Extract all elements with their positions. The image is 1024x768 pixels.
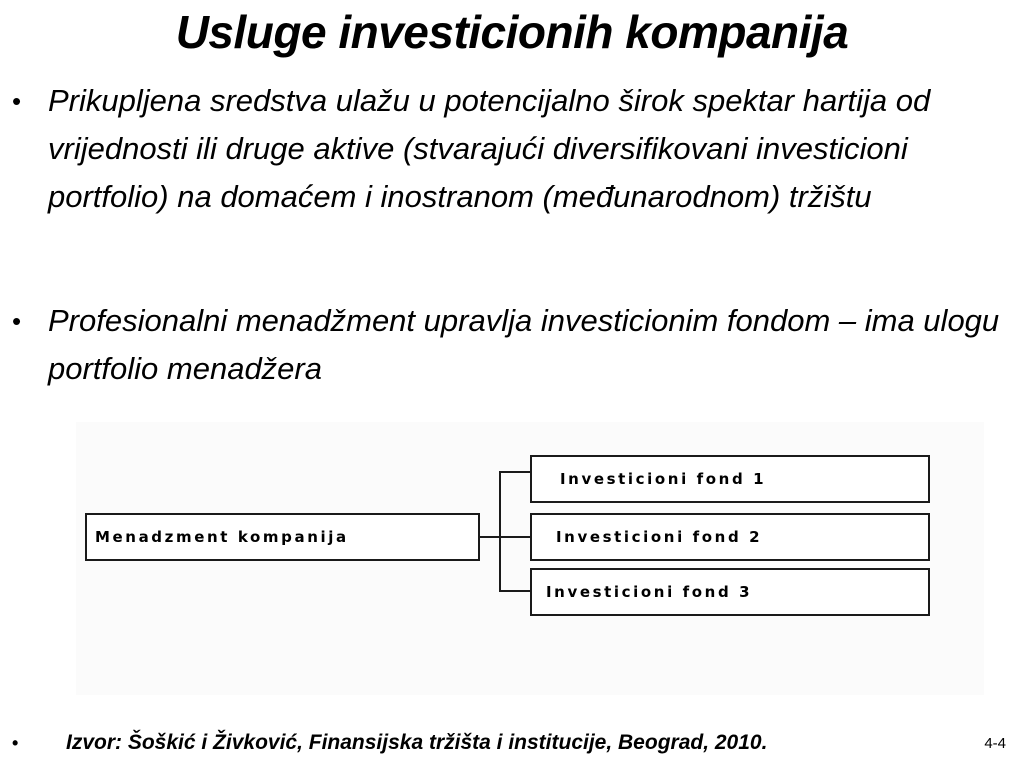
diagram-fund-box: Investicioni fond 2: [530, 513, 930, 561]
connector-line: [480, 536, 501, 538]
source-text: Izvor: Šoškić i Živković, Finansijska tržišta i institucije, Beograd, 2010.: [66, 731, 768, 754]
org-diagram: [76, 422, 984, 695]
diagram-fund-box: Investicioni fond 3: [530, 568, 930, 616]
connector-line: [499, 536, 530, 538]
connector-line: [499, 471, 530, 473]
connector-line: [499, 590, 530, 592]
page-number: 4-4: [984, 735, 1006, 752]
source-citation: [12, 728, 942, 758]
diagram-fund-box: Investicioni fond 1: [530, 455, 930, 503]
bullet-marker: •: [12, 306, 22, 336]
bullet-marker: •: [12, 86, 22, 116]
diagram-root-box: Menadzment kompanija: [85, 513, 480, 561]
bullet-text: Prikupljena sredstva ulažu u potencijalno širok spektar hartija od vrijednosti ili druge aktive (stvarajući diversifikovani investicioni portfolio) na domaćem i inostranom (međunarodnom) tržištu: [48, 83, 931, 214]
bullet-item: [12, 297, 1017, 393]
slide-title: Usluge investicionih kompanija: [175, 6, 849, 58]
bullet-text: Profesionalni menadžment upravlja investicionim fondom – ima ulogu portfolio menadžera: [48, 303, 1000, 386]
connector-line: [499, 471, 501, 591]
bullet-marker: •: [12, 733, 19, 753]
bullet-item: [12, 77, 1017, 221]
